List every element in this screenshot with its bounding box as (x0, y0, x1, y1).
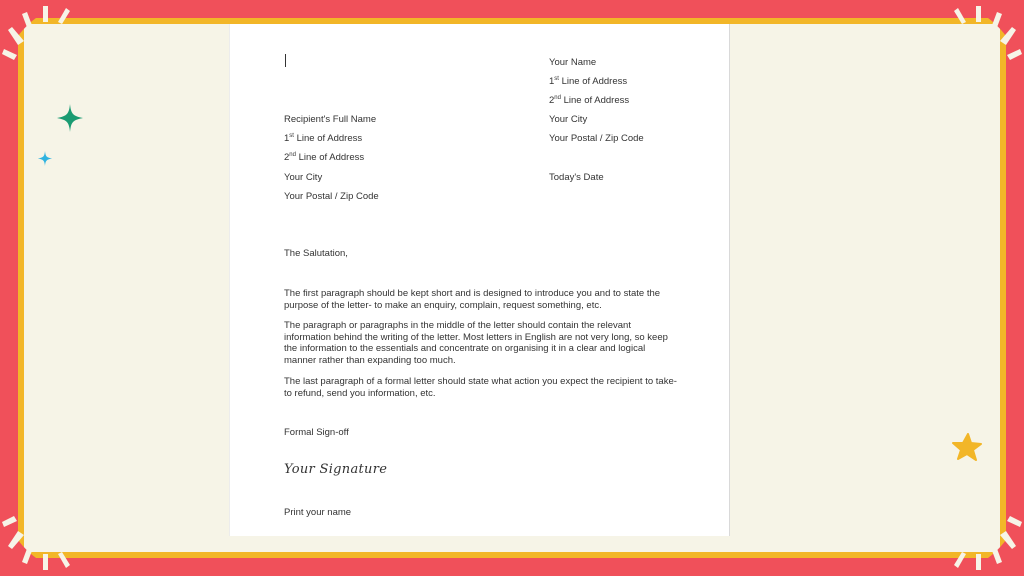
paragraph-2: The paragraph or paragraphs in the middle of the letter should contain the relevant information behind the writing of the letter. Most letters in English are not very long, so keep the information to the essentials and concentrate on organising it in a clear and logical manner rather than expanding too much. (284, 320, 668, 366)
salutation: The Salutation, (284, 248, 348, 259)
sender-city: Your City (549, 114, 588, 125)
sunburst-corner-top-left (0, 0, 90, 90)
sparkle-green-icon (57, 104, 83, 132)
letter-date: Today's Date (549, 172, 604, 183)
paragraph-1: The first paragraph should be kept short and is designed to introduce you and to state the purpose of the letter- to make an enquiry, complain, request something, etc. (284, 288, 661, 311)
letter-page (230, 24, 729, 536)
paragraph-3: The last paragraph of a formal letter should state what action you expect the recipient to take- to refund, send you information, etc. (284, 376, 677, 399)
text-cursor (285, 54, 286, 67)
print-name: Print your name (284, 507, 352, 518)
sender-address-line-1: 1st Line of Address (549, 75, 628, 87)
recipient-address-line-2: 2nd Line of Address (284, 151, 365, 163)
recipient-city: Your City (284, 172, 323, 183)
sender-name: Your Name (549, 57, 597, 68)
sunburst-corner-bottom-left (0, 486, 90, 576)
star-icon (951, 433, 983, 463)
recipient-name: Recipient's Full Name (284, 114, 377, 125)
sparkle-blue-icon (38, 151, 52, 166)
sender-postcode: Your Postal / Zip Code (549, 133, 644, 144)
signature: Your Signature (284, 462, 388, 477)
recipient-address-line-1: 1st Line of Address (284, 132, 363, 144)
recipient-postcode: Your Postal / Zip Code (284, 191, 379, 202)
sign-off: Formal Sign-off (284, 427, 349, 438)
sender-address-line-2: 2nd Line of Address (549, 94, 630, 106)
sunburst-corner-bottom-right (934, 486, 1024, 576)
sunburst-corner-top-right (934, 0, 1024, 90)
